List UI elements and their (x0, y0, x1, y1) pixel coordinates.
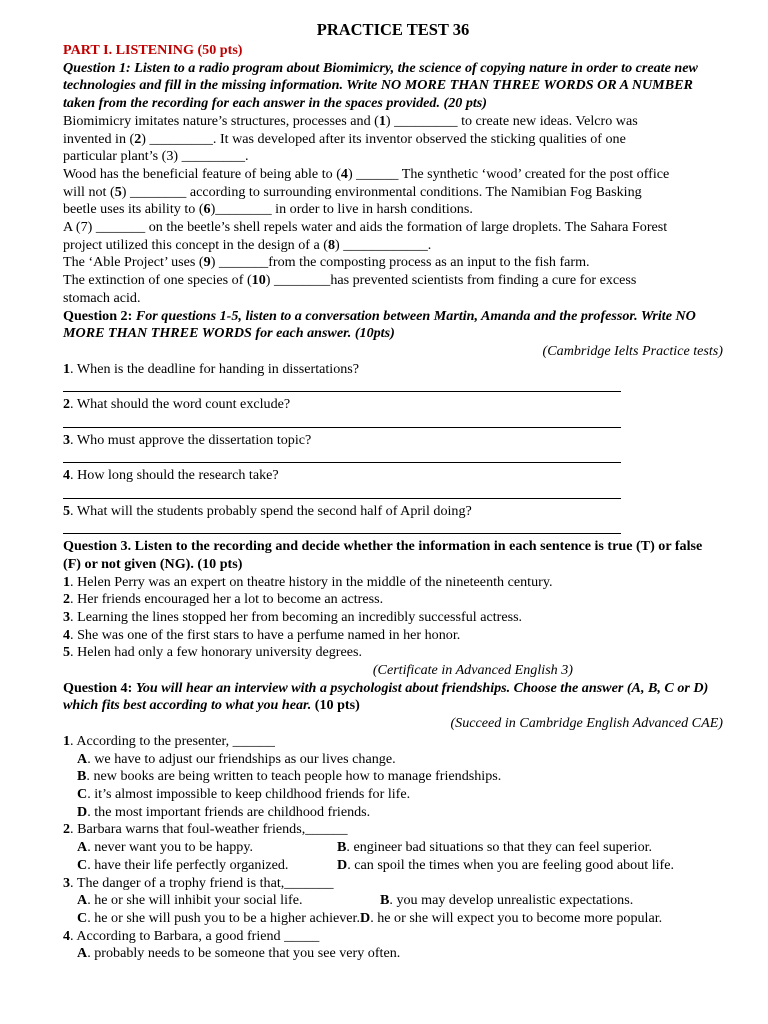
option-row (63, 892, 723, 910)
q4-source: (Succeed in Cambridge English Advanced CAE) (450, 715, 723, 732)
option-c: C. have their life perfectly organized. (77, 856, 289, 873)
option-b: B. new books are being written to teach people how to manage friendships. (77, 768, 502, 785)
q4-item: 2. Barbara warns that foul-weather friends,______ (63, 821, 348, 838)
q2-item: 3. Who must approve the dissertation topic? (63, 431, 312, 448)
q3-item: 5. Helen had only a few honorary university degrees. (63, 644, 363, 661)
option-a: A. never want you to be happy. (77, 839, 254, 856)
q1-line: A (7) _______ on the beetle’s shell repels water and aids the formation of large droplets. The Sahara Forest (63, 219, 668, 236)
q3-source: (Certificate in Advanced English 3) (372, 662, 573, 679)
q3-item: 1. Helen Perry was an expert on theatre history in the middle of the nineteenth century. (63, 573, 553, 590)
q3-item: 4. She was one of the first stars to have a perfume named in her honor. (63, 626, 461, 643)
option-b: B. you may develop unrealistic expectations. (380, 892, 634, 909)
answer-line[interactable] (63, 449, 723, 467)
option-row (63, 910, 723, 928)
q2-item: 5. What will the students probably spend the second half of April doing? (63, 502, 472, 519)
q1-line: invented in (2) _________. It was developed after its inventor observed the sticking qualities of one (63, 130, 626, 147)
q3-heading: Question 3. Listen to the recording and decide whether the information in each sentence is true (T) or false (F) or not given (NG). (10 pts) (63, 538, 703, 572)
option-row (63, 839, 723, 857)
q1-line: beetle uses its ability to (6)________ in order to live in harsh conditions. (63, 201, 473, 218)
answer-line[interactable] (63, 485, 723, 503)
q3-item: 2. Her friends encouraged her a lot to become an actress. (63, 591, 384, 608)
q1-line: The extinction of one species of (10) ________has prevented scientists from finding a cure for excess (63, 272, 637, 289)
q1-line: Biomimicry imitates nature’s structures, processes and (1) _________ to create new ideas. Velcro was (63, 112, 638, 129)
option-b: B. engineer bad situations so that they can feel superior. (337, 839, 653, 856)
option-d: D. the most important friends are childhood friends. (77, 803, 371, 820)
q1-line: particular plant’s (3) _________. (63, 148, 249, 165)
option-d: D. he or she will expect you to become more popular. (360, 909, 663, 926)
answer-line[interactable] (63, 378, 723, 396)
option-a: A. probably needs to be someone that you see very often. (77, 945, 401, 962)
answer-line[interactable] (63, 520, 723, 538)
q1-line: The ‘Able Project’ uses (9) _______from the composting process as an input to the fish farm. (63, 254, 590, 271)
option-row (63, 857, 723, 875)
document-content (63, 20, 723, 963)
option-c: C. he or she will push you to be a higher achiever. (77, 909, 360, 926)
page-title: PRACTICE TEST 36 (316, 20, 470, 39)
q1-line: project utilized this concept in the design of a (8) ____________. (63, 236, 432, 253)
q4-item: 3. The danger of a trophy friend is that,_______ (63, 874, 334, 891)
q2-source: (Cambridge Ielts Practice tests) (542, 342, 723, 359)
answer-line[interactable] (63, 414, 723, 432)
option-a: A. he or she will inhibit your social life. (77, 892, 303, 909)
q1-heading: Question 1: Listen to a radio program about Biomimicry, the science of copying nature in order to create new technologies and fill in the missing information. Write NO MORE THAN THREE WORDS OR A NUMBER taken from the recording for each answer in the spaces provided. (20 pts) (63, 59, 698, 112)
q4-item: 4. According to Barbara, a good friend _____ (63, 927, 320, 944)
option-c: C. it’s almost impossible to keep childhood friends for life. (77, 786, 411, 802)
q2-heading: Question 2: For questions 1-5, listen to a conversation between Martin, Amanda and the professor. Write NO MORE THAN THREE WORDS for each answer. (10pts) (63, 307, 696, 342)
q2-item: 1. When is the deadline for handing in dissertations? (63, 360, 360, 377)
q4-heading: Question 4: You will hear an interview with a psychologist about friendships. Choose the answer (A, B, C or D) which fits best according to what you hear. (10 pts) (63, 679, 709, 714)
option-a: A. we have to adjust our friendships as our lives change. (77, 750, 396, 767)
q2-item: 2. What should the word count exclude? (63, 396, 291, 413)
q1-line: Wood has the beneficial feature of being able to (4) ______ The synthetic ‘wood’ created for the post office (63, 165, 670, 182)
q2-item: 4. How long should the research take? (63, 467, 279, 484)
q1-line: stomach acid. (63, 289, 141, 306)
q1-line: will not (5) ________ according to surrounding environmental conditions. The Namibian Fog Basking (63, 183, 642, 200)
part-heading: PART I. LISTENING (50 pts) (63, 42, 243, 58)
q4-item: 1. According to the presenter, ______ (63, 732, 275, 749)
option-d: D. can spoil the times when you are feeling good about life. (337, 856, 674, 873)
q3-item: 3. Learning the lines stopped her from becoming an incredibly successful actress. (63, 608, 523, 625)
